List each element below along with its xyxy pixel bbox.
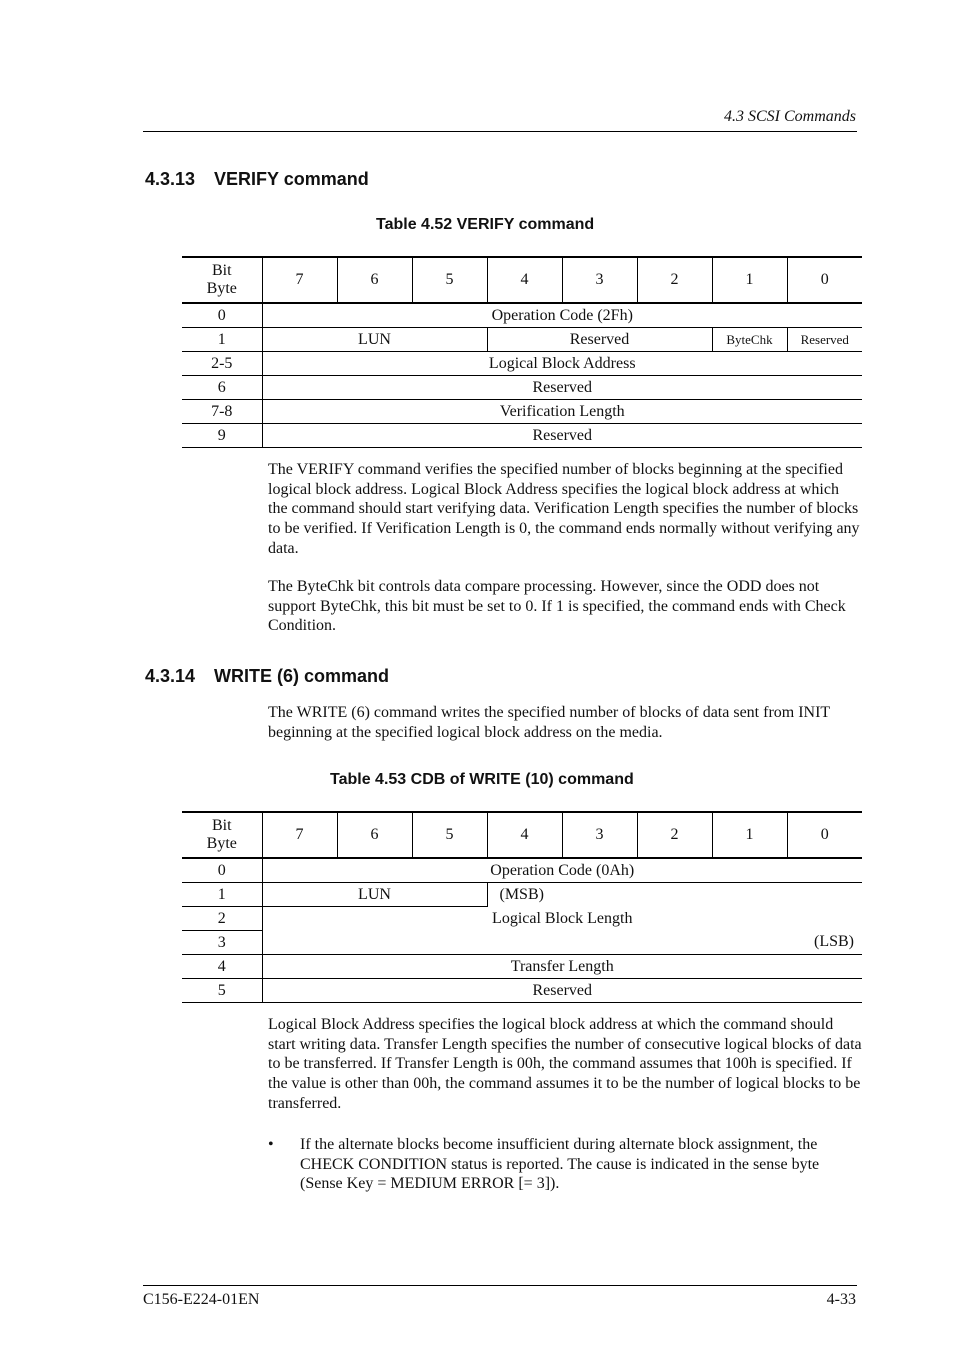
- footer-rule: [143, 1285, 857, 1286]
- bit-header: 2: [637, 812, 712, 858]
- bit-header: 0: [787, 812, 862, 858]
- byte-number: 1: [182, 328, 262, 352]
- bit-header: 5: [412, 257, 487, 303]
- bit-header: 4: [487, 257, 562, 303]
- table-header-row: [182, 812, 862, 858]
- byte-number: 2: [182, 907, 262, 931]
- bit-header: 5: [412, 812, 487, 858]
- bit-header: 1: [712, 812, 787, 858]
- bit-header: 7: [262, 257, 337, 303]
- field-cell: Reserved: [262, 979, 862, 1003]
- corner-byte-label: Byte: [206, 280, 237, 297]
- field-cell: Logical Block Address: [262, 352, 862, 376]
- bit-byte-corner: [182, 812, 262, 858]
- bit-header: 3: [562, 812, 637, 858]
- lun-cell: LUN: [262, 328, 487, 352]
- byte-number: 9: [182, 424, 262, 448]
- table-row: [182, 955, 862, 979]
- section-title: VERIFY command: [214, 169, 369, 189]
- table-row: [182, 303, 862, 328]
- table-row: [182, 376, 862, 400]
- section-heading-write6: [145, 666, 389, 687]
- bit-header: 0: [787, 257, 862, 303]
- byte-number: 1: [182, 883, 262, 907]
- corner-bit-label: Bit: [211, 262, 232, 279]
- table-row: [182, 400, 862, 424]
- bullet-text: If the alternate blocks become insufficient during alternate block assignment, the CHECK CONDITION status is reported. The cause is indicated in the sense byte (Sense Key = MEDIUM ERROR [= 3]).: [300, 1136, 820, 1193]
- verify-paragraph-2: The ByteChk bit controls data compare processing. However, since the ODD does not support ByteChk, this bit must be set to 0. If 1 is specified, the command ends with Check Condition.: [268, 578, 846, 635]
- table-row: [182, 883, 862, 907]
- bit-header: 1: [712, 257, 787, 303]
- table-row: [182, 328, 862, 352]
- table-row: [182, 352, 862, 376]
- verify-paragraph-1: The VERIFY command verifies the specified number of blocks beginning at the specified logical block address. Logical Block Address specifies the logical block address at which the command should start verifying data. Verification Length specifies the number of blocks to be verified. If Verification Length is 0, the command ends normally without verifying any data.: [268, 461, 860, 557]
- byte-number: 2-5: [182, 352, 262, 376]
- running-header: 4.3 SCSI Commands: [723, 108, 856, 125]
- list-item: [268, 1135, 862, 1194]
- table-header-row: [182, 257, 862, 303]
- field-cell: Operation Code (0Ah): [262, 858, 862, 883]
- table-caption-verify: Table 4.52 VERIFY command: [376, 216, 595, 233]
- header-rule: [143, 131, 857, 132]
- field-cell: Reserved: [262, 424, 862, 448]
- byte-number: 5: [182, 979, 262, 1003]
- field-cell: Reserved: [262, 376, 862, 400]
- table-row: [182, 931, 862, 955]
- write6-paragraph: Logical Block Address specifies the logical block address at which the command should start writing data. Transfer Length specifies the number of consecutive logical blocks of data to be transferred. If Transfer Length is 00h, the command assumes that 100h is specified. If the value is other than 00h, the command assumes it to be the number of logical blocks to be transferred.: [268, 1016, 862, 1112]
- bullet-marker: •: [268, 1136, 274, 1153]
- bit-header: 4: [487, 812, 562, 858]
- section-heading-verify: [145, 169, 369, 190]
- msb-cell: (MSB): [487, 883, 862, 907]
- corner-bit-label: Bit: [211, 817, 232, 834]
- byte-number: 0: [182, 303, 262, 328]
- footer-doc-id: C156-E224-01EN: [143, 1291, 260, 1308]
- byte-number: 4: [182, 955, 262, 979]
- field-cell: Transfer Length: [262, 955, 862, 979]
- reserved-bit0-cell: Reserved: [787, 328, 862, 352]
- section-number: 4.3.13: [145, 169, 196, 189]
- table-row: [182, 907, 862, 931]
- table-row: [182, 424, 862, 448]
- table-caption-write: Table 4.53 CDB of WRITE (10) command: [330, 771, 634, 788]
- field-cell: Verification Length: [262, 400, 862, 424]
- byte-number: 7-8: [182, 400, 262, 424]
- reserved-cell: Reserved: [487, 328, 712, 352]
- write6-intro: The WRITE (6) command writes the specified number of blocks of data sent from INIT beginning at the specified logical block address on the media.: [268, 704, 830, 741]
- verify-cdb-table: [182, 256, 862, 448]
- byte-number: 6: [182, 376, 262, 400]
- bit-header: 6: [337, 257, 412, 303]
- footer-page-number: 4-33: [826, 1291, 856, 1308]
- write-cdb-table: [182, 811, 862, 1003]
- corner-byte-label: Byte: [206, 835, 237, 852]
- lun-cell: LUN: [262, 883, 487, 907]
- table-row: [182, 979, 862, 1003]
- lsb-cell: (LSB): [262, 931, 862, 955]
- byte-number: 3: [182, 931, 262, 955]
- bit-header: 6: [337, 812, 412, 858]
- section-number: 4.3.14: [145, 666, 196, 686]
- table-row: [182, 858, 862, 883]
- bit-byte-corner: [182, 257, 262, 303]
- field-cell: Logical Block Length: [262, 907, 862, 931]
- bit-header: 3: [562, 257, 637, 303]
- field-cell: Operation Code (2Fh): [262, 303, 862, 328]
- byte-number: 0: [182, 858, 262, 883]
- section-title: WRITE (6) command: [214, 666, 390, 686]
- bytechk-cell: ByteChk: [712, 328, 787, 352]
- bit-header: 2: [637, 257, 712, 303]
- bit-header: 7: [262, 812, 337, 858]
